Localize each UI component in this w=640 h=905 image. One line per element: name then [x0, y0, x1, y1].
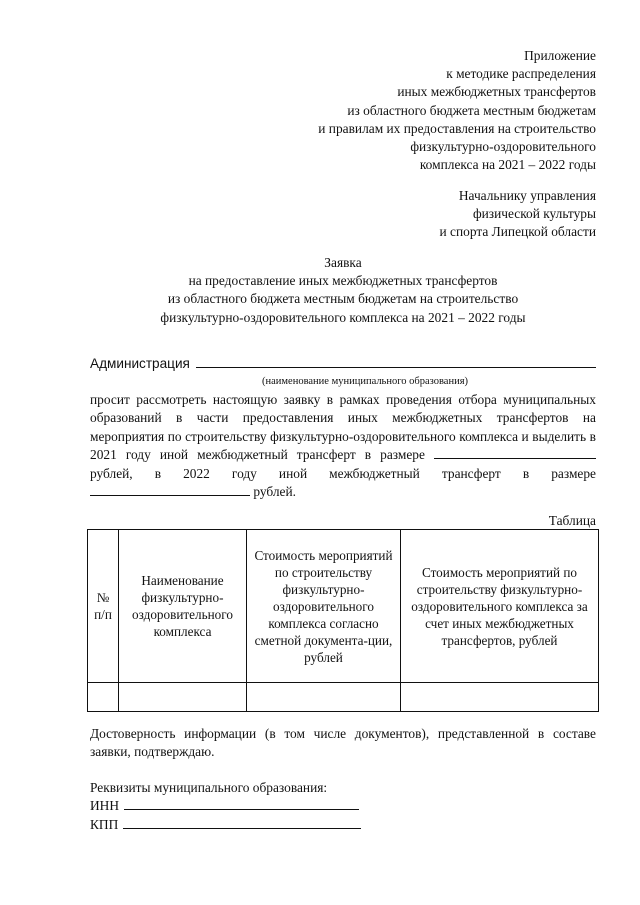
appendix-line: и правилам их предоставления на строительство: [318, 120, 596, 136]
table-header-cell: Стоимость мероприятий по строительству физкультурно-оздоровительного комплекса согласно сметной документа-ции, рублей: [247, 530, 401, 683]
addressee-line: Начальнику управления: [458, 188, 596, 203]
inn-label: ИНН: [90, 798, 120, 814]
title-line: на предоставление иных межбюджетных трансфертов: [188, 273, 498, 289]
administration-label: Администрация: [90, 356, 190, 371]
appendix-line: к методике распределения: [446, 66, 596, 82]
table-row: [88, 683, 599, 712]
appendix-line: комплекса на 2021 – 2022 годы: [419, 157, 596, 173]
amount-2022-field[interactable]: [90, 483, 250, 496]
kpp-field[interactable]: [123, 816, 361, 829]
table-cell[interactable]: [88, 683, 119, 712]
table-cell[interactable]: [119, 683, 247, 712]
administration-name-field[interactable]: [196, 355, 596, 368]
addressee-block: [296, 187, 596, 242]
inn-row: [90, 797, 596, 815]
appendix-line: физкультурно-оздоровительного: [410, 139, 596, 155]
amount-2021-field[interactable]: [434, 446, 596, 459]
table-header-cell: Стоимость мероприятий по строительству физкультурно-оздоровительного комплекса за счет иных межбюджетных трансфертов, рублей: [401, 530, 599, 683]
kpp-label: КПП: [90, 816, 119, 832]
addressee-line: и спорта Липецкой области: [439, 224, 596, 240]
request-text-part3: рублей.: [250, 484, 297, 500]
table-cell[interactable]: [401, 683, 599, 712]
document-title: [90, 254, 596, 327]
request-paragraph: [90, 391, 596, 501]
table-caption: Таблица: [548, 513, 596, 528]
confirmation-paragraph: Достоверность информации (в том числе документов), представленной в составе заявки, подтверждаю.: [90, 726, 596, 760]
request-text-part2: рублей, в 2022 году иной межбюджетный трансферт в размере: [90, 465, 596, 481]
kpp-row: [90, 816, 596, 834]
title-line: из областного бюджета местным бюджетам на строительство: [167, 291, 519, 307]
table-cell[interactable]: [247, 683, 401, 712]
appendix-line: из областного бюджета местным бюджетам: [347, 102, 596, 118]
details-heading: Реквизиты муниципального образования:: [90, 780, 328, 795]
administration-row: [90, 355, 596, 371]
table-header-cell: Наименование физкультурно-оздоровительного комплекса: [119, 530, 247, 683]
table-header-row: [88, 530, 599, 683]
title-line: физкультурно-оздоровительного комплекса на 2021 – 2022 годы: [160, 309, 526, 325]
appendix-line: иных межбюджетных трансфертов: [397, 84, 596, 100]
request-text-part1: просит рассмотреть настоящую заявку в рамках проведения отбора муниципальных образований в части предоставления иных межбюджетных трансфертов на мероприятия по строительству физкультурно-оздоровительного комплекса и выделить в 2021 году иной межбюджетный трансферт в размере: [90, 392, 596, 463]
table-header-cell: № п/п: [88, 530, 119, 683]
appendix-line: Приложение: [524, 48, 596, 63]
administration-hint: (наименование муниципального образования): [262, 376, 469, 387]
details-block: [90, 779, 596, 834]
inn-field[interactable]: [124, 797, 359, 810]
request-table: [87, 529, 599, 712]
addressee-line: физической культуры: [472, 206, 596, 222]
appendix-block: [256, 47, 596, 174]
title-line: Заявка: [324, 255, 362, 270]
